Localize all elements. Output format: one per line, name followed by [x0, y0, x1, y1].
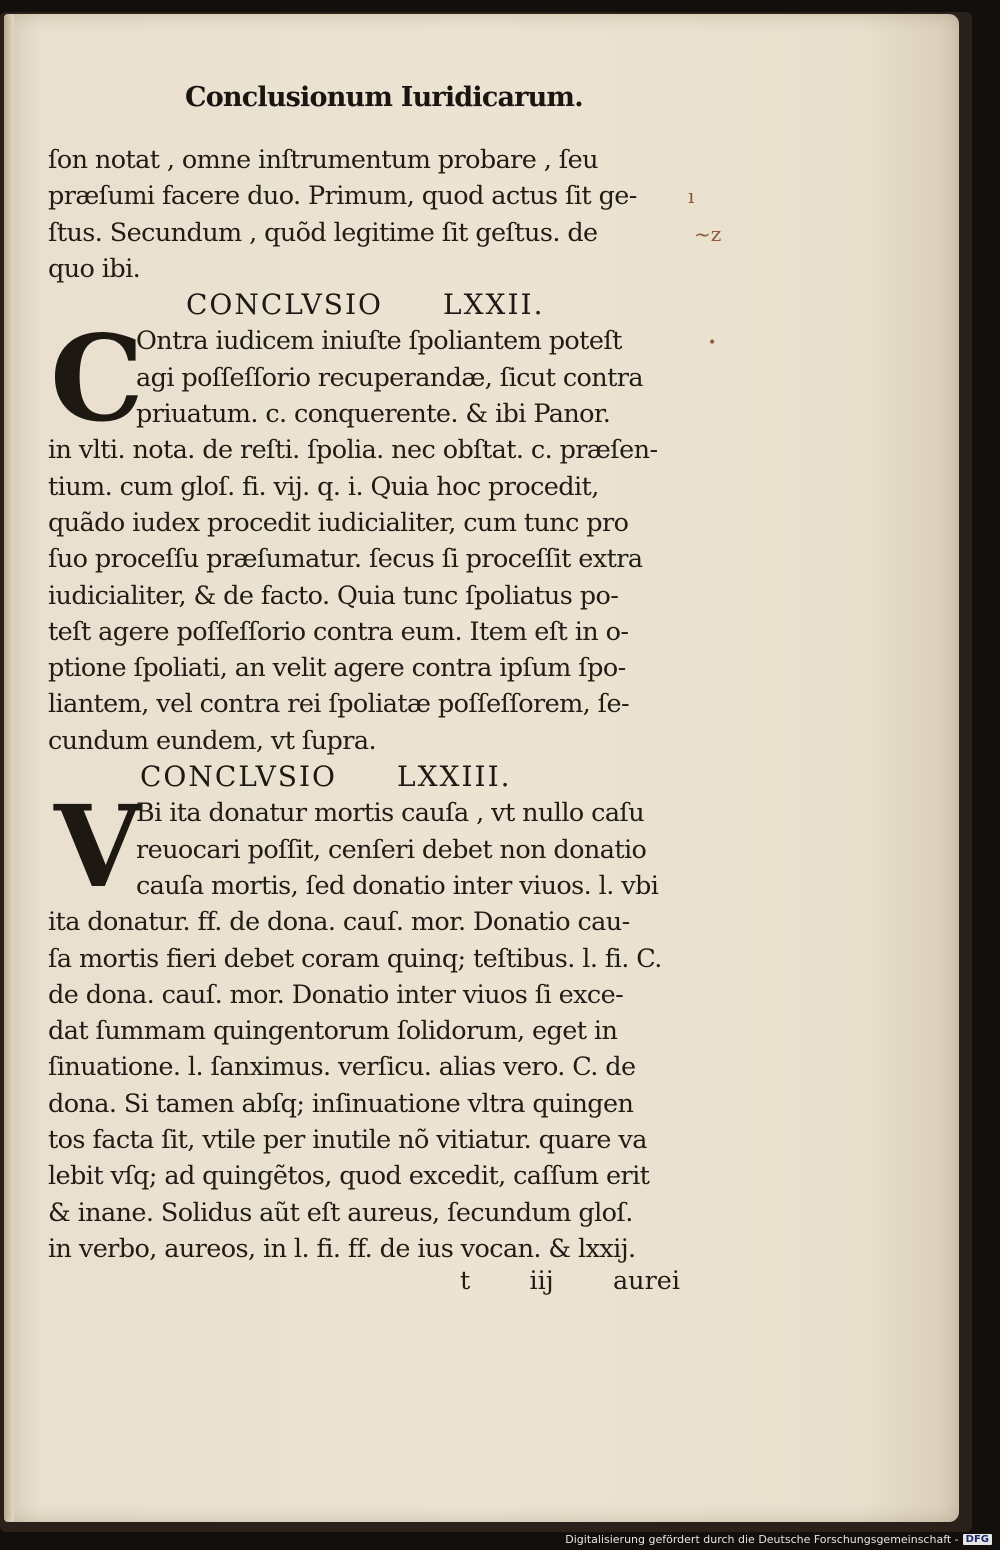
text-line: iudicialiter, & de facto. Quia tunc ſpoliatus po-: [48, 580, 619, 611]
text-line: in vlti. nota. de reſti. ſpolia. nec obſtat. c. præſen-: [48, 435, 658, 466]
text-line: de dona. cauſ. mor. Donatio inter viuos ſi exce-: [48, 979, 624, 1010]
text-line: Bi ita donatur mortis cauſa , vt nullo caſu: [136, 798, 645, 829]
text-line: ſtus. Secundum , quõd legitime ſit geſtus. de: [48, 217, 598, 248]
text-line: ſuo proceſſu præſumatur. ſecus ſi proceſſit extra: [48, 544, 643, 575]
text-line: ſa mortis fieri debet coram quinq; teſtibus. l. fi. C.: [48, 943, 662, 974]
text-line: lebit vſq; ad quingẽtos, quod excedit, caſſum erit: [48, 1161, 650, 1192]
catchword: aurei: [612, 1266, 680, 1296]
conclusio-title: CONCLVSIO: [186, 288, 383, 322]
body-text: [48, 142, 748, 1267]
text-line: tos facta ſit, vtile per inutile nõ vitiatur. quare va: [48, 1125, 647, 1156]
text-line: teſt agere poſſeſſorio contra eum. Item eſt in o-: [48, 616, 629, 647]
text-line: in verbo, aureos, in l. fi. ff. de ius vocan. & lxxij.: [48, 1233, 636, 1264]
page-footer: [460, 1266, 680, 1296]
conclusio-title: CONCLVSIO: [140, 760, 337, 794]
margin-note: ı: [688, 184, 695, 208]
text-line: tium. cum gloſ. fi. vij. q. i. Quia hoc procedit,: [48, 471, 599, 502]
margin-note: •: [708, 335, 717, 351]
text-line: quãdo iudex procedit iudicialiter, cum tunc pro: [48, 507, 629, 538]
conclusio-73-heading: [48, 759, 748, 795]
text-line: Ontra iudicem iniuſte ſpoliantem poteſt: [136, 326, 622, 357]
conclusio-numeral: LXXIII.: [397, 760, 512, 794]
text-line: dat ſummam quingentorum ſolidorum, eget in: [48, 1016, 618, 1047]
text-line: liantem, vel contra rei ſpoliatæ poſſeſſorem, ſe-: [48, 689, 630, 720]
signature-number: iij: [529, 1266, 554, 1296]
dropcap-c: C: [50, 309, 144, 448]
page-edge: [4, 14, 14, 1522]
text-line: ſon notat , omne inſtrumentum probare , ſeu: [48, 145, 598, 175]
margin-note: ~z: [694, 222, 722, 246]
text-line: quo ibi.: [48, 253, 141, 284]
text-line: dona. Si tamen abſq; inſinuatione vltra quingen: [48, 1088, 634, 1119]
text-line: cundum eundem, vt ſupra.: [48, 725, 376, 756]
dropcap-v: V: [54, 782, 141, 913]
dfg-logo-icon: DFG: [963, 1534, 992, 1545]
text-line: præſumi facere duo. Primum, quod actus ſit ge-: [48, 181, 637, 212]
digitization-credit: [565, 1533, 992, 1546]
running-header: Conclusionum Iuridicarum.: [185, 82, 583, 113]
text-line: agi poſſeſſorio recuperandæ, ſicut contra: [136, 362, 643, 393]
signature-mark: t: [460, 1266, 471, 1296]
credit-text: Digitalisierung gefördert durch die Deutsche Forschungsgemeinschaft -: [565, 1533, 959, 1546]
text-line: reuocari poſſit, cenſeri debet non donatio: [136, 834, 647, 865]
text-line: cauſa mortis, ſed donatio inter viuos. l. vbi: [136, 870, 659, 901]
text-line: ptione ſpoliati, an velit agere contra ipſum ſpo-: [48, 653, 626, 684]
text-line: priuatum. c. conquerente. & ibi Panor.: [136, 399, 611, 430]
conclusio-72-heading: [48, 287, 748, 323]
text-line: ſinuatione. l. ſanximus. verſicu. alias vero. C. de: [48, 1052, 636, 1083]
conclusio-numeral: LXXII.: [443, 288, 545, 322]
text-line: ita donatur. ff. de dona. cauſ. mor. Donatio cau-: [48, 907, 630, 938]
text-line: & inane. Solidus aũt eſt aureus, ſecundum gloſ.: [48, 1197, 633, 1228]
